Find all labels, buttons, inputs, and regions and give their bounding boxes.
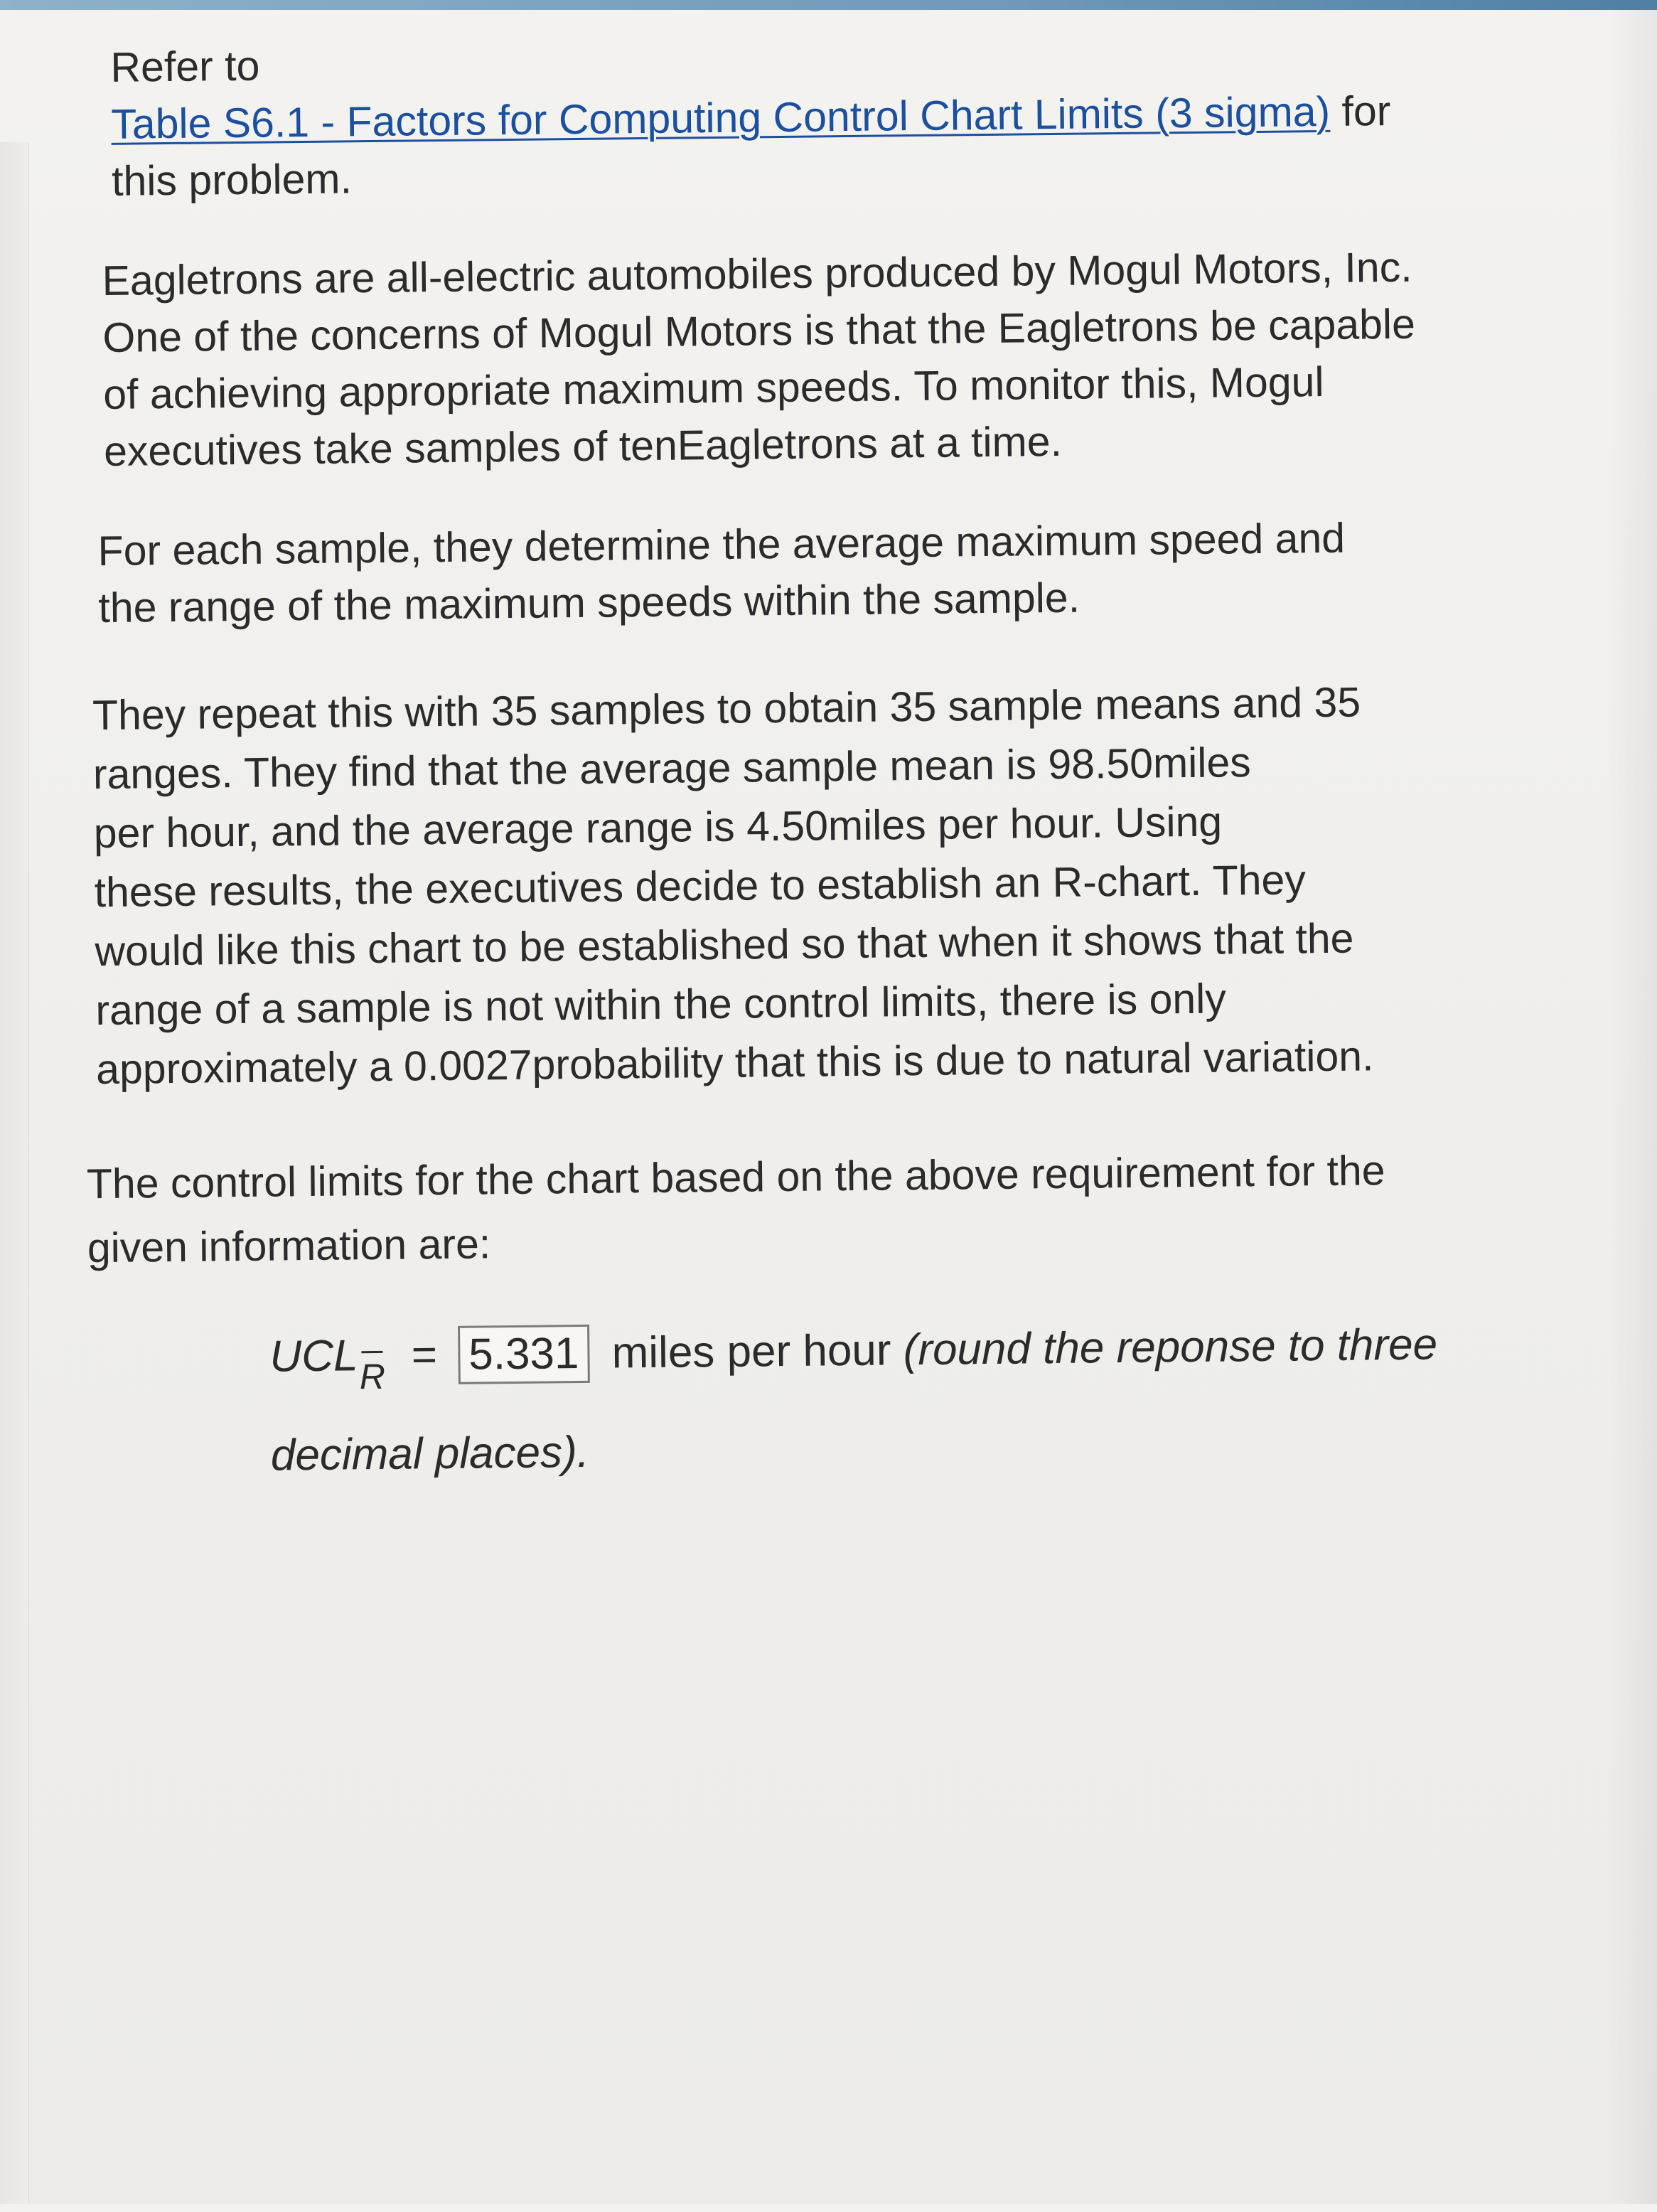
paragraph-line: The control limits for the chart based on the above requirement for the <box>86 1147 1385 1208</box>
paragraph-line: these results, the executives decide to establish an R-chart. They <box>94 856 1307 917</box>
paragraph-sample <box>97 510 1346 636</box>
rounding-hint-continued: decimal places). <box>270 1427 590 1480</box>
paragraph-line: would like this chart to be established so that when it shows that the <box>95 914 1354 976</box>
paragraph-control-limits <box>86 1138 1385 1280</box>
ucl-label: UCL <box>269 1331 358 1382</box>
paragraph-line: executives take samples of tenEagletrons at a time. <box>103 417 1063 475</box>
paragraph-line: range of a sample is not within the control limits, there is only <box>95 975 1227 1035</box>
paragraph-line: One of the concerns of Mogul Motors is that the Eagletrons be capable <box>102 300 1416 361</box>
paragraph-line: approximately a 0.0027probability that this is due to natural variation. <box>95 1032 1374 1094</box>
overbar <box>361 1351 382 1353</box>
ucl-answer-input[interactable]: 5.331 <box>458 1325 590 1384</box>
paragraph-line: the range of the maximum speeds within the sample. <box>98 574 1080 632</box>
paragraph-line: given information are: <box>87 1220 491 1272</box>
for-text: for <box>1341 87 1391 135</box>
paragraph-line: ranges. They find that the average sample mean is 98.50miles <box>92 739 1252 798</box>
ucl-answer-row <box>269 1315 1438 1397</box>
paragraph-repeat <box>92 673 1374 1099</box>
paragraph-eagletrons <box>102 239 1417 480</box>
reference-block <box>110 26 1392 210</box>
equals-sign: = <box>411 1330 438 1380</box>
r-subscript-text: R <box>359 1356 386 1397</box>
table-s6-1-link[interactable]: Table S6.1 - Factors for Computing Control Chart Limits (3 sigma) <box>110 87 1331 148</box>
refer-to-text: Refer to <box>110 42 260 91</box>
rounding-hint: (round the reponse to three <box>903 1320 1438 1375</box>
this-problem-text: this problem. <box>111 155 353 205</box>
paragraph-line: For each sample, they determine the average maximum speed and <box>97 514 1346 575</box>
paragraph-line: of achieving appropriate maximum speeds. To monitor this, Mogul <box>102 358 1324 418</box>
unit-text: miles per hour <box>611 1325 891 1378</box>
paragraph-line: per hour, and the average range is 4.50miles per hour. Using <box>93 798 1223 857</box>
paragraph-line: They repeat this with 35 samples to obtain 35 sample means and 35 <box>92 678 1361 739</box>
r-bar-subscript <box>359 1348 385 1405</box>
paragraph-line: Eagletrons are all-electric automobiles produced by Mogul Motors, Inc. <box>102 243 1412 304</box>
